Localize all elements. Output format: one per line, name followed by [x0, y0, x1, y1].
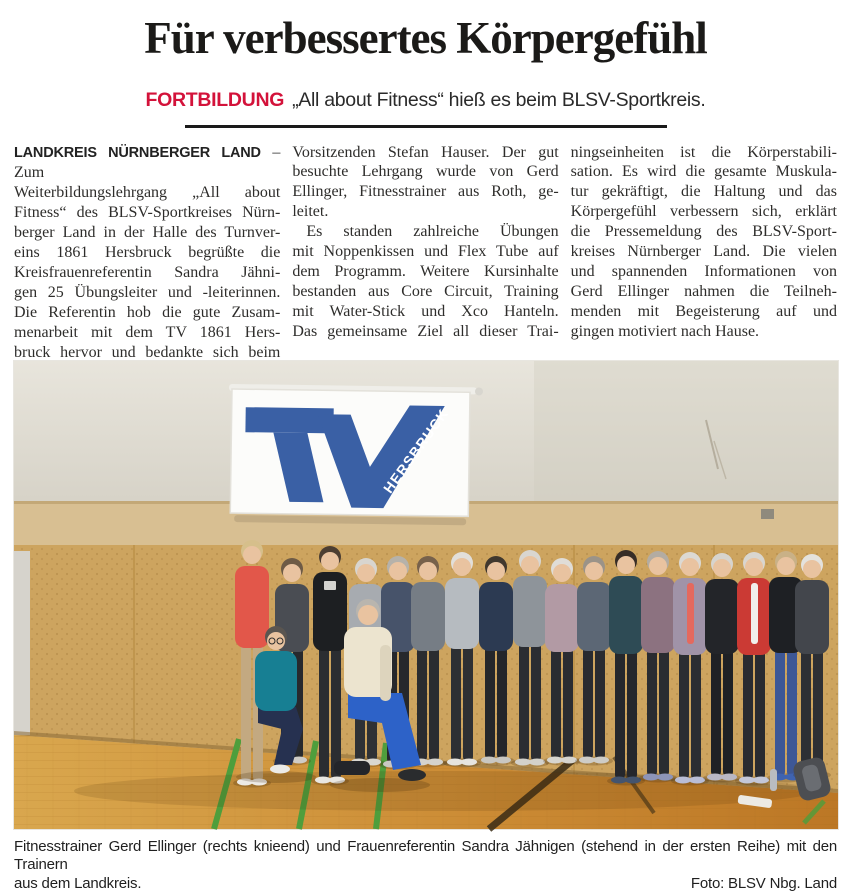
wall-shading	[534, 361, 838, 507]
article-text-line: Das gemeinsame Ziel all dieser Trai-	[292, 322, 558, 342]
article-text-line: mit Noppenkissen und Flex Tube auf	[292, 242, 558, 262]
article-text-line: menarbeit mit dem TV 1861 Hers-	[14, 323, 280, 343]
photo-illustration	[14, 361, 838, 829]
article-subhead	[14, 89, 837, 112]
article-text-line: die Pressemeldung des BLSV-Sport-	[571, 222, 837, 242]
article-text-line: Die Referentin hob die gute Zusam-	[14, 303, 280, 323]
article-text-line: Gerd Ellinger nahmen die Teilneh-	[571, 282, 837, 302]
article-body-columns	[14, 143, 837, 344]
article-text-line: Ellinger, Fitnesstrainer aus Roth, ge-	[292, 182, 558, 202]
article-text-line: LANDKREIS NÜRNBERGER LAND – Zum	[14, 143, 280, 184]
photo-credit: Foto: BLSV Nbg. Land	[691, 875, 837, 893]
subhead-divider-rule	[185, 125, 667, 128]
door-frame	[14, 551, 30, 735]
article-text-line: menden mit Begeisterung auf und	[571, 302, 837, 322]
article-text-line: tur gekräftigt, die Haltung und das	[571, 182, 837, 202]
group-photo	[14, 361, 838, 829]
article-text-line: Fitness“ des BLSV-Sportkreises Nürn-	[14, 203, 280, 223]
banner-club-name: HERSBRUCK	[380, 405, 452, 496]
article-column-3	[571, 143, 837, 344]
article-text-line: leitet.	[292, 202, 558, 222]
article-text-line: gingen motiviert nach Hause.	[571, 322, 837, 342]
article-text-line: dem Programm. Weitere Kursinhalte	[292, 262, 558, 282]
water-bottle	[770, 769, 777, 791]
article-text-line: ningseinheiten ist die Körperstabili-	[571, 143, 837, 163]
article-text-line: berger Land in der Halle des Turnver-	[14, 223, 280, 243]
article-text-line: eins 1861 Hersbruck begrüßte die	[14, 243, 280, 263]
article-text-line: kreises Nürnberger Land. Die vielen	[571, 242, 837, 262]
article-text-line: sation. Es wird die gesamte Muskula-	[571, 162, 837, 182]
wall-vent	[761, 509, 774, 519]
caption-line-2-text: aus dem Landkreis.	[14, 875, 141, 893]
article-text-line: Vorsitzenden Stefan Hauser. Der gut	[292, 143, 558, 163]
article-text-line: Körpergefühl verbessern sich, erklärt	[571, 202, 837, 222]
dateline-lead: LANDKREIS NÜRNBERGER LAND	[14, 145, 261, 161]
group-shadow	[74, 771, 814, 811]
article-text-line: mit Water-Stick und Xco Hanteln.	[292, 302, 558, 322]
photo-caption	[14, 838, 837, 893]
article-text-line: und spannenden Informationen von	[571, 262, 837, 282]
article-text-line: Kreisfrauenreferentin Sandra Jähni-	[14, 263, 280, 283]
caption-line-2	[14, 875, 837, 893]
article-text-line: bestanden aus Core Circuit, Training	[292, 282, 558, 302]
subhead-text: „All about Fitness“ hieß es beim BLSV-Sportkreis.	[292, 89, 705, 111]
caption-line-1: Fitnesstrainer Gerd Ellinger (rechts knieend) und Frauenreferentin Sandra Jähnigen (stehend in der ersten Reihe) mit den Trainern	[14, 838, 837, 875]
article-text-line: Es standen zahlreiche Übungen	[292, 222, 558, 242]
article-text-line: bruck hervor und bedankte sich beim	[14, 343, 280, 363]
article-headline: Für verbessertes Körpergefühl	[14, 14, 837, 64]
article-column-2	[292, 143, 558, 344]
article-text-line: besuchte Lehrgang wurde von Gerd	[292, 162, 558, 182]
tv-hersbruck-banner	[227, 383, 483, 525]
article-text-line: Weiterbildungslehrgang „All about	[14, 183, 280, 203]
article-text-line: gen 25 Übungsleiter und -leiterinnen.	[14, 283, 280, 303]
kicker-label: FORTBILDUNG	[146, 89, 285, 111]
article-column-1	[14, 143, 280, 344]
newspaper-article	[0, 14, 851, 893]
